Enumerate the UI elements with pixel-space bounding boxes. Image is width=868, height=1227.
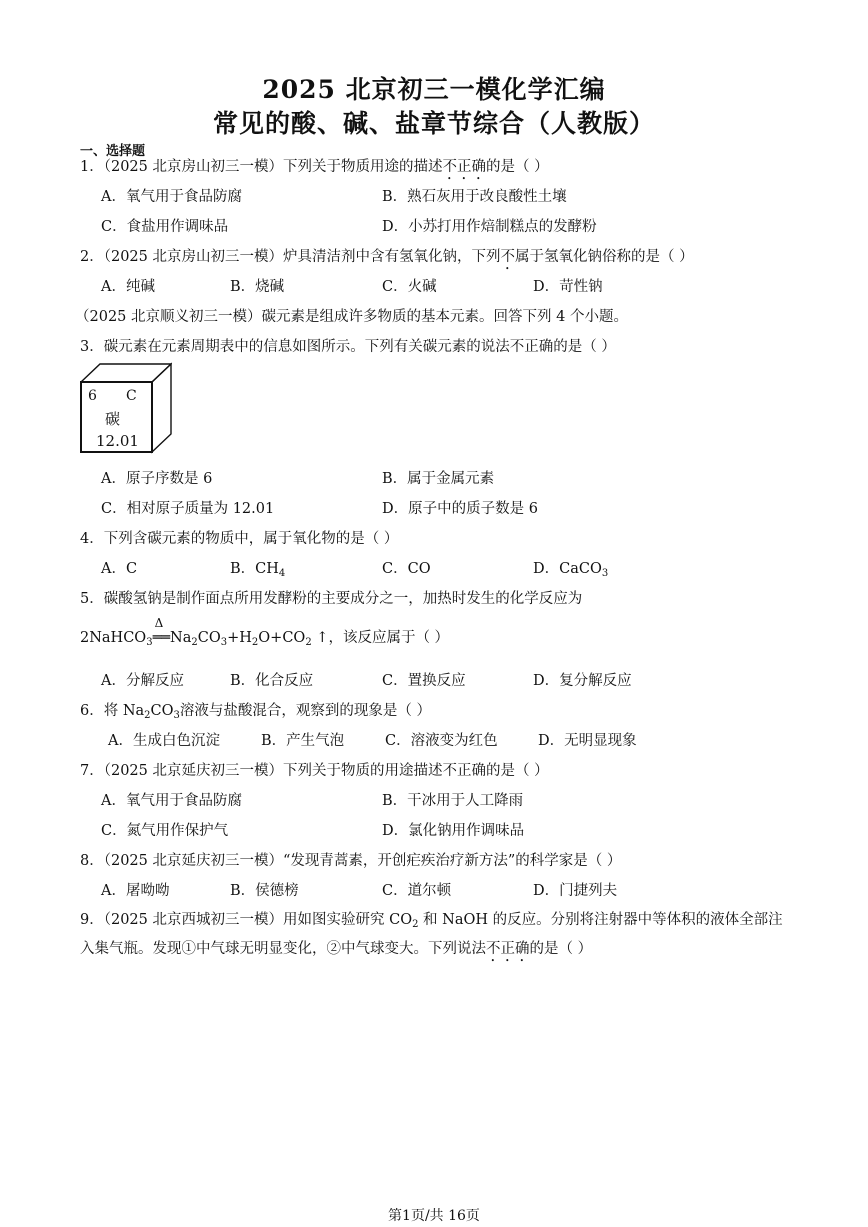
q4-option-a: A．C: [101, 561, 138, 577]
q3-option-a: A．原子序数是 6: [101, 471, 213, 487]
emphasis-text: 不正确: [442, 159, 486, 175]
q1-option-c: C．食盐用作调味品: [101, 219, 229, 235]
q2-option-d: D．苛性钠: [533, 279, 603, 295]
atomic-mass: 12.01: [96, 432, 139, 450]
question-2: 2．（2025 北京房山初三一模）炉具清洁剂中含有氢氧化钠，下列不属于氢氧化钠俗称的是（ ）: [80, 249, 694, 265]
q5-option-c: C．置换反应: [382, 673, 466, 689]
question-3: 3．碳元素在元素周期表中的信息如图所示。下列有关碳元素的说法不正确的是（ ）: [80, 339, 616, 355]
question-9-line-2: 入集气瓶。发现①中气球无明显变化，②中气球变大。下列说法不正确的是（ ）: [80, 941, 593, 957]
q8-option-b: B．侯德榜: [230, 883, 299, 899]
q1-option-b: B．熟石灰用于改良酸性土壤: [382, 189, 567, 205]
periodic-table-cell: [80, 362, 172, 454]
q6-option-c: C．溶液变为红色: [385, 733, 498, 749]
q5-option-a: A．分解反应: [101, 673, 184, 689]
element-name: 碳: [105, 410, 121, 428]
q2-option-b: B．烧碱: [230, 279, 285, 295]
question-9: 9．（2025 北京西城初三一模）用如图实验研究 $CO_2$ 和 NaOH 的反应。分别将注射器中等体积的液体全部注: [80, 912, 783, 930]
q2-option-a: A．纯碱: [101, 279, 155, 295]
q6-option-d: D．无明显现象: [538, 733, 637, 749]
q4-option-c: C．CO: [382, 561, 431, 577]
page-footer: 第1页/共 16页: [388, 1208, 480, 1224]
question-8: 8．（2025 北京延庆初三一模）“发现青蒿素，开创疟疾治疗新方法”的科学家是（ ）: [80, 853, 622, 869]
q5-option-d: D．复分解反应: [533, 673, 632, 689]
q4-option-d: D．CaCO$_3$: [533, 561, 609, 579]
section-heading: 一、选择题: [80, 144, 146, 159]
title-line-1: 2025 北京初三一模化学汇编: [262, 75, 606, 104]
q6-option-b: B．产生气泡: [261, 733, 345, 749]
q1-option-d: D．小苏打用作焙制糕点的发酵粉: [382, 219, 597, 235]
question-1: 1．（2025 北京房山初三一模）下列关于物质用途的描述不正确的是（ ）: [80, 159, 549, 175]
q4-option-b: B．$CH_4$: [230, 561, 286, 579]
emphasis-text: 不正确: [486, 941, 530, 957]
heat-symbol: Δ ══: [152, 616, 171, 646]
q2-option-c: C．火碱: [382, 279, 437, 295]
q3-option-b: B．属于金属元素: [382, 471, 495, 487]
q5-option-b: B．化合反应: [230, 673, 314, 689]
question-4: 4．下列含碳元素的物质中，属于氧化物的是（ ）: [80, 531, 399, 547]
q3-option-c: C．相对原子质量为 12.01: [101, 501, 275, 517]
q7-option-a: A．氧气用于食品防腐: [101, 793, 242, 809]
title-line-2: 常见的酸、碱、盐章节综合（人教版）: [212, 109, 655, 138]
q8-option-a: A．屠呦呦: [101, 883, 170, 899]
atomic-number: 6: [88, 388, 97, 404]
element-symbol: C: [126, 388, 137, 404]
q7-option-b: B．干冰用于人工降雨: [382, 793, 524, 809]
q7-option-d: D．氯化钠用作调味品: [382, 823, 525, 839]
group-intro: （2025 北京顺义初三一模）碳元素是组成许多物质的基本元素。回答下列 4 个小题。: [75, 309, 628, 325]
question-5: 5．碳酸氢钠是制作面点所用发酵粉的主要成分之一，加热时发生的化学反应为: [80, 591, 583, 607]
q1-option-a: A．氧气用于食品防腐: [101, 189, 242, 205]
q6-option-a: A．生成白色沉淀: [108, 733, 220, 749]
question-6: 6．将 $Na_2CO_3$溶液与盐酸混合，观察到的现象是（ ）: [80, 703, 432, 721]
q8-option-c: C．道尔顿: [382, 883, 452, 899]
q7-option-c: C．氮气用作保护气: [101, 823, 229, 839]
q3-option-d: D．原子中的质子数是 6: [382, 501, 538, 517]
reaction-equation: 2NaHCO$_3$ Δ $══Na_2CO_3+H_2O+CO_2$ ↑，该反应属于（ ）: [80, 616, 450, 648]
q8-option-d: D．门捷列夫: [533, 883, 618, 899]
emphasis-text: 不: [500, 249, 515, 265]
question-7: 7．（2025 北京延庆初三一模）下列关于物质的用途描述不正确的是（ ）: [80, 763, 549, 779]
